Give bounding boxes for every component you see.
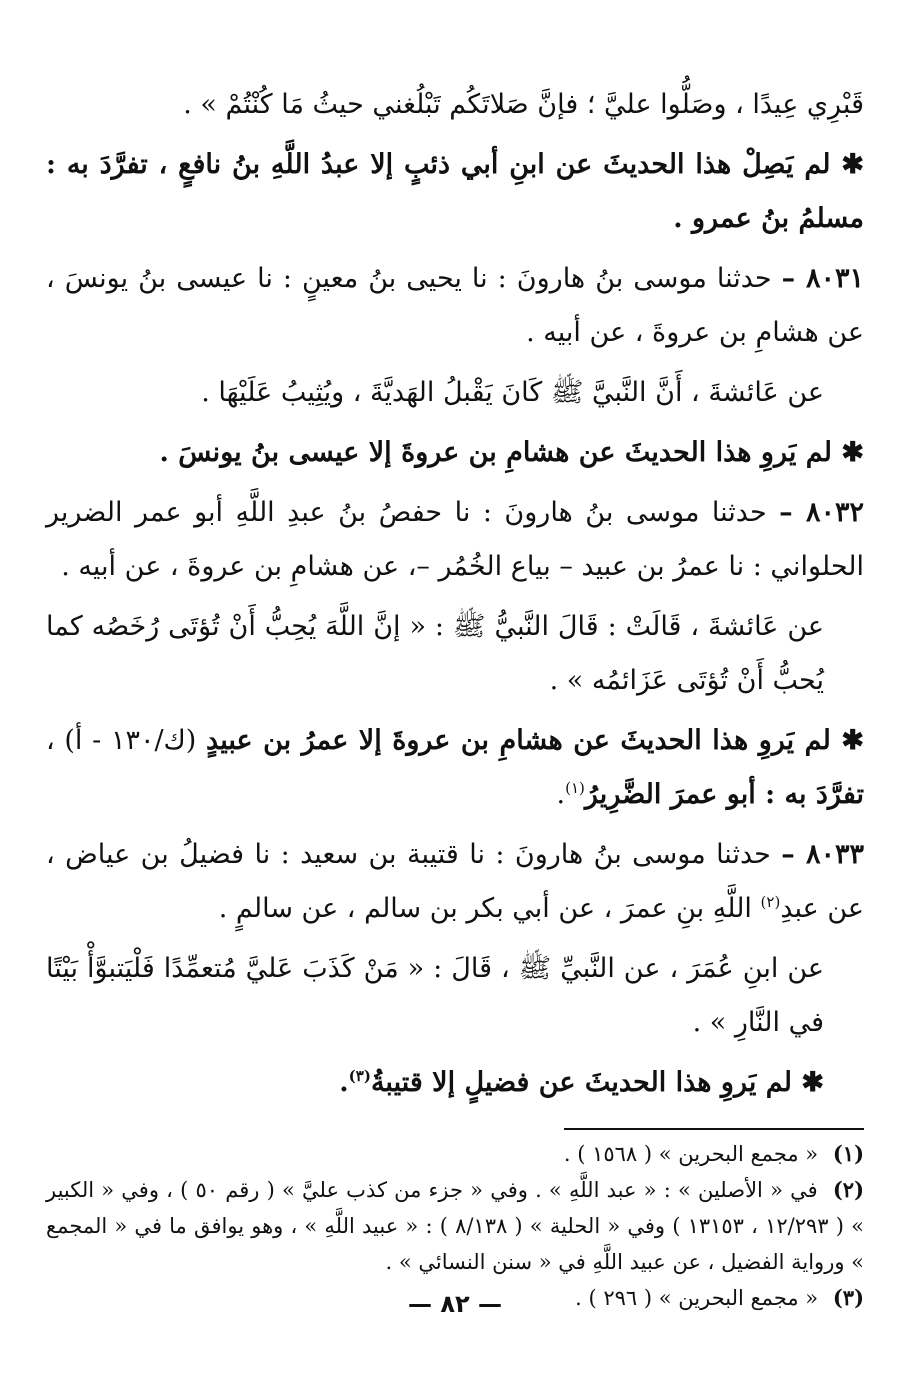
remark-paragraph bbox=[46, 138, 864, 246]
matn-text: عن عَائشةَ ، قَالَتْ : قَالَ النَّبيُّ ﷺ : « إنَّ اللَّهَ يُحِبُّ أَنْ تُؤتَى رُخَصُه كما يُحبُّ أَنْ تُؤتَى عَزَائمُه » . bbox=[46, 611, 824, 696]
isnad-text: اللَّهِ بنِ عمرَ ، عن أبي بكر بن سالم ، عن سالمٍ . bbox=[218, 893, 752, 924]
footnote-marker: (٢) bbox=[760, 893, 781, 911]
remark-paragraph bbox=[46, 1056, 864, 1110]
hadith-isnad-8032 bbox=[46, 486, 864, 594]
remark-paragraph bbox=[46, 714, 864, 822]
footnote-separator bbox=[564, 1128, 864, 1136]
hadith-number: ٨٠٣٣ – bbox=[781, 839, 864, 870]
hadith-isnad-8033 bbox=[46, 828, 864, 936]
footnote-text: في « الأصلين » : « عبد اللَّهِ » . وفي « جزء من كذب عليَّ » ( رقم ٥٠ ) ، وفي « الكبير » ( ١٢/٢٩٣ ، ١٣١٥٣ ) وفي « الحلية » ( ٨/١٣٨ ) : « عبيد اللَّهِ » ، وهو يوافق ما في « المجمع » ورواية الفضيل ، عن عبيد اللَّهِ في « سنن النسائي » . bbox=[46, 1178, 864, 1274]
paragraph-text: قَبْرِي عِيدًا ، وصَلُّوا عليَّ ؛ فإنَّ صَلاتَكُم تَبْلُغني حيثُ مَا كُنْتُمْ » . bbox=[183, 89, 864, 120]
footnote-label: (٢) bbox=[832, 1177, 864, 1202]
footnotes bbox=[46, 1136, 864, 1316]
hadith-matn-8033 bbox=[46, 942, 864, 1050]
remark-end: . bbox=[556, 779, 566, 810]
footnote-marker: (١) bbox=[565, 779, 585, 797]
paragraph-hadith-continuation bbox=[46, 78, 864, 132]
matn-text: عن عَائشةَ ، أَنَّ النَّبيَّ ﷺ كَانَ يَقْبلُ الهَديَّةَ ، ويُثِيبُ عَلَيْهَا . bbox=[201, 377, 824, 408]
remark-text: ✱ لم يَصِلْ هذا الحديثَ عن ابنِ أبي ذئبٍ إلا عبدُ اللَّهِ بنُ نافعٍ ، تفرَّدَ به : مسلمُ بنُ عمرو . bbox=[46, 149, 864, 234]
isnad-text: حدثنا موسى بنُ هارونَ : نا قتيبة بن سعيد : نا فضيلُ بن عياض ، عن عبدِ bbox=[46, 839, 864, 924]
hadith-isnad-8031 bbox=[46, 252, 864, 360]
remark-text: ✱ لم يَروِ هذا الحديثَ عن فضيلٍ إلا قتيبةُ bbox=[370, 1067, 824, 1098]
footnote-text: « مجمع البحرين » ( ١٥٦٨ ) . bbox=[563, 1142, 819, 1166]
footnote-label: (٣) bbox=[832, 1285, 864, 1310]
footnote-marker: (٣) bbox=[348, 1067, 371, 1085]
matn-text: عن ابنِ عُمَرَ ، عن النَّبيِّ ﷺ ، قَالَ : « مَنْ كَذَبَ عَليَّ مُتعمِّدًا فَلْيَتبوَّأْ بَيْتًا في النَّارِ » . bbox=[46, 953, 824, 1038]
footnote-item bbox=[46, 1172, 864, 1280]
page-number: — ٨٢ — bbox=[407, 1290, 502, 1318]
hadith-matn-8032 bbox=[46, 600, 864, 708]
isnad-text: حدثنا موسى بنُ هارونَ : نا يحيى بنُ معينٍ : نا عيسى بنُ يونسَ ، عن هشامِ بن عروةَ ، عن أبيه . bbox=[46, 263, 864, 348]
remark-text: تفرَّدَ به : أبو عمرَ الضَّرِيرُ bbox=[584, 779, 864, 810]
footnote-item bbox=[46, 1136, 864, 1172]
remark-paragraph bbox=[46, 426, 864, 480]
isnad-text: حدثنا موسى بنُ هارونَ : نا حفصُ بنُ عبدِ اللَّهِ أبو عمر الضرير الحلواني : نا عمرُ بن عبيد – بياع الخُمُر –، عن هشامِ بن عروةَ ، عن أبيه . bbox=[46, 497, 864, 582]
footnote-label: (١) bbox=[832, 1141, 864, 1166]
hadith-number: ٨٠٣٢ – bbox=[779, 497, 864, 528]
remark-end: . bbox=[339, 1067, 349, 1098]
manuscript-reference: (ك/١٣٠ - أ) ، bbox=[46, 725, 197, 756]
hadith-matn-8031 bbox=[46, 366, 864, 420]
footnote-text: « مجمع البحرين » ( ٢٩٦ ) . bbox=[575, 1286, 819, 1310]
hadith-number: ٨٠٣١ – bbox=[781, 263, 864, 294]
remark-text: ✱ لم يَروِ هذا الحديثَ عن هشامِ بن عروةَ إلا عمرُ بن عبيدٍ bbox=[206, 725, 864, 756]
remark-text: ✱ لم يَروِ هذا الحديثَ عن هشامِ بن عروةَ إلا عيسى بنُ يونسَ . bbox=[159, 437, 864, 468]
